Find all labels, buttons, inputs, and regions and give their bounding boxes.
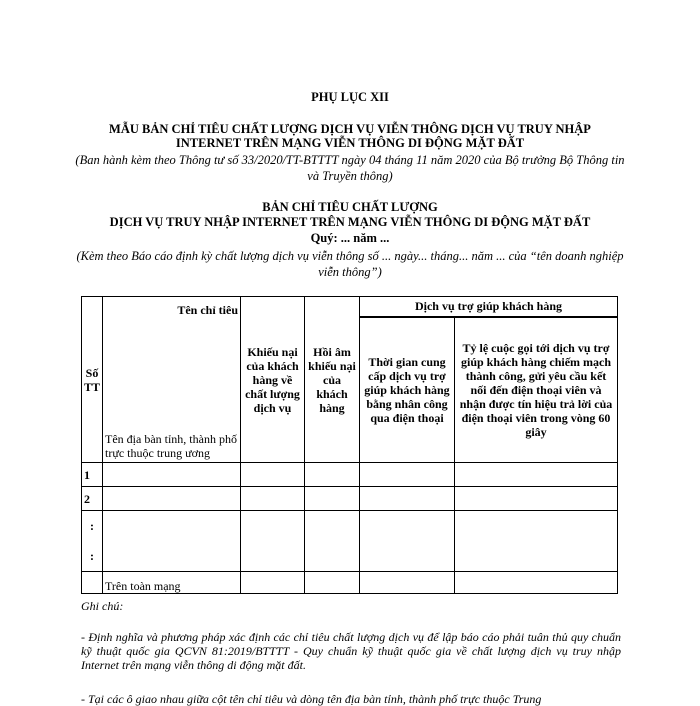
total-label: Trên toàn mạng — [103, 572, 241, 594]
header-customer-support-group: Dịch vụ trợ giúp khách hàng — [360, 297, 618, 317]
table-cell — [455, 463, 618, 487]
row-number: 1 — [82, 463, 103, 487]
table-cell — [103, 511, 241, 572]
row-number: 2 — [82, 487, 103, 511]
table-cell — [305, 463, 360, 487]
form-title-line-1: MẪU BẢN CHỈ TIÊU CHẤT LƯỢNG DỊCH VỤ VIỄN THÔNG DỊCH VỤ TRUY NHẬP — [109, 122, 591, 136]
table-cell — [360, 487, 455, 511]
header-complaints: Khiếu nại của khách hàng về chất lượng dịch vụ — [241, 297, 305, 463]
quarter-line: Quý: ... năm ... — [310, 231, 390, 245]
table-cell — [241, 463, 305, 487]
form-title-line-2: INTERNET TRÊN MẠNG VIỄN THÔNG DI ĐỘNG MẶT ĐẤT — [175, 136, 525, 150]
table-row — [82, 487, 618, 511]
table-cell — [360, 511, 455, 572]
table-cell — [103, 487, 241, 511]
table-cell — [455, 487, 618, 511]
table-cell — [360, 463, 455, 487]
table-cell — [305, 511, 360, 572]
quality-indicator-table — [81, 296, 618, 594]
table-row — [82, 511, 618, 572]
table-cell — [455, 572, 618, 594]
header-stt: Số TT — [82, 297, 103, 463]
table-cell — [455, 511, 618, 572]
issued-with-note: (Ban hành kèm theo Thông tư số 33/2020/TT-BTTTT ngày 04 tháng 11 năm 2020 của Bộ trưởng Bộ Thông tin và Truyền thông) — [75, 153, 625, 183]
table-row — [82, 463, 618, 487]
row-number-ellipsis: : : — [82, 511, 103, 572]
header-support-time: Thời gian cung cấp dịch vụ trợ giúp khách hàng bằng nhân công qua điện thoại — [360, 317, 455, 463]
table-cell — [241, 572, 305, 594]
header-complaint-response: Hồi âm khiếu nại của khách hàng — [305, 297, 360, 463]
note-intersection: - Tại các ô giao nhau giữa cột tên chỉ tiêu và dòng tên địa bàn tỉnh, thành phố trực thuộc Trung — [81, 692, 542, 706]
appendix-heading: PHỤ LỤC XII — [311, 90, 389, 104]
attached-report-note: (Kèm theo Báo cáo định kỳ chất lượng dịch vụ viễn thông số ... ngày... tháng... năm ... của “tên doanh nghiệp viễn thông”) — [76, 249, 624, 279]
notes-title: Ghi chú: — [81, 599, 124, 613]
table-cell — [305, 572, 360, 594]
report-title-line-1: BẢN CHỈ TIÊU CHẤT LƯỢNG — [262, 200, 438, 214]
table-row-total — [82, 572, 618, 594]
table-cell — [82, 572, 103, 594]
header-call-success-rate: Tỷ lệ cuộc gọi tới dịch vụ trợ giúp khách hàng chiếm mạch thành công, gửi yêu cầu kết nối đến điện thoại viên và nhận được tín hiệu trả lời của điện thoại viên trong vòng 60 giây — [455, 317, 618, 463]
header-location-name: Tên địa bàn tỉnh, thành phố trực thuộc trung ương — [103, 317, 241, 463]
table-cell — [360, 572, 455, 594]
note-definition: - Định nghĩa và phương pháp xác định các chỉ tiêu chất lượng dịch vụ để lập báo cáo phải tuân thủ quy chuẩn kỹ thuật quốc gia QCVN 81:2019/BTTTT - Quy chuẩn kỹ thuật quốc gia về chất lượng dịch vụ truy nhập Internet trên mạng viễn thông di động mặt đất. — [81, 630, 621, 672]
table-cell — [103, 463, 241, 487]
table-cell — [241, 511, 305, 572]
header-indicator-name: Tên chỉ tiêu — [103, 297, 241, 317]
table-cell — [241, 487, 305, 511]
table-cell — [305, 487, 360, 511]
report-title-line-2: DỊCH VỤ TRUY NHẬP INTERNET TRÊN MẠNG VIỄN THÔNG DI ĐỘNG MẶT ĐẤT — [109, 215, 591, 229]
